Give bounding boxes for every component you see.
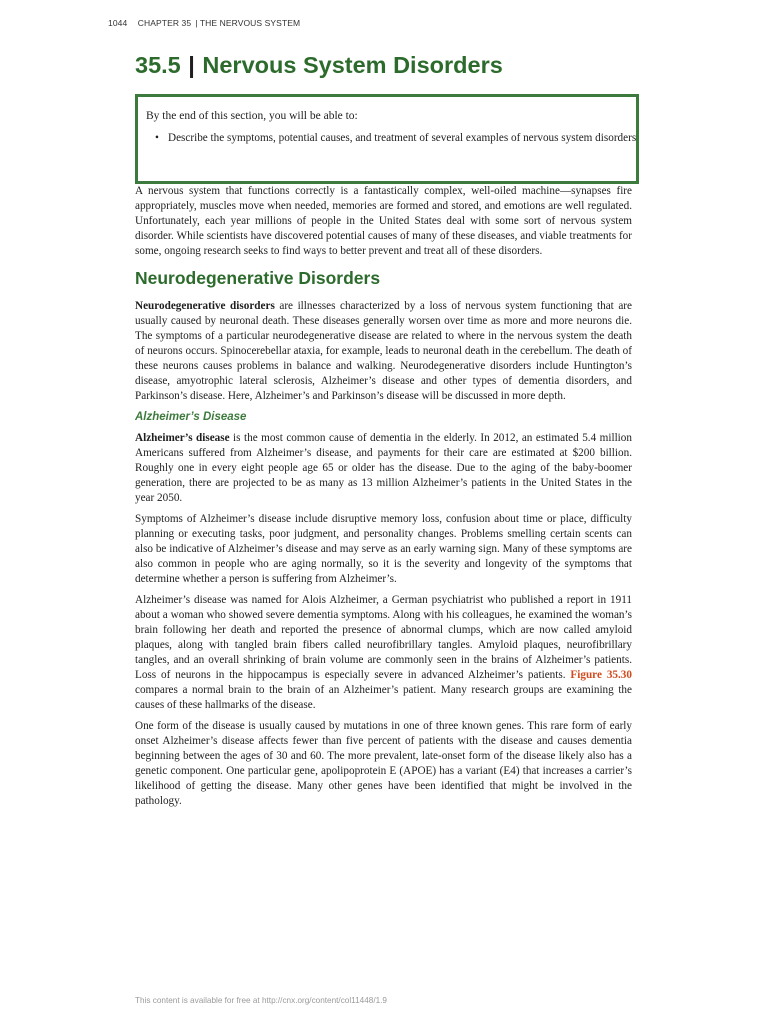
alzheimers-paragraph-1 [135,431,632,506]
running-header: 1044 CHAPTER 35 | THE NERVOUS SYSTEM [108,18,301,28]
objectives-intro: By the end of this section, you will be able to: [146,110,358,122]
alzheimers-paragraph-4: One form of the disease is usually caused by mutations in one of three known genes. This rare form of early onset Alzheimer’s disease affects fewer than five percent of patients with the disease and causes dementia beginning between the ages of 30 and 60. The more prevalent, late-onset form of the disease likely also has a genetic component. One particular gene, apolipoprotein E (APOE) has a variant (E4) that increases a carrier’s likelihood of getting the disease. Many other genes have been identified that might be involved in the pathology. [135,720,632,807]
footer-availability: This content is available for free at http://cnx.org/content/col11448/1.9 [135,996,387,1005]
alzheimers-p3-before: Alzheimer’s disease was named for Alois Alzheimer, a German psychiatrist who published a report in 1911 about a woman who showed severe dementia symptoms. Along with his colleagues, he examined the woman’s brain following her death and reported the presence of abnormal clumps, which are now called amyloid plaques, along with tangled brain fibers called neurofibrillary tangles. Amyloid plaques, neurofibrillary tangles, and an overall shrinking of brain volume are commonly seen in the brains of Alzheimer’s patients. Loss of neurons in the hippocampus is especially severe in advanced Alzheimer’s patients. [135,594,632,681]
objectives-list [146,131,636,146]
section-title-text: Nervous System Disorders [202,52,503,78]
neuro-paragraph [135,299,632,404]
section-title [135,52,503,79]
chapter-title: THE NERVOUS SYSTEM [199,18,301,28]
page-content [135,184,632,815]
section-number: 35.5 [135,52,181,78]
learning-objectives-box [135,94,639,184]
alzheimers-p3-after: compares a normal brain to the brain of an Alzheimer’s patient. Many research groups are examining the causes of these hallmarks of the disease. [135,684,632,711]
heading-alzheimers: Alzheimer’s Disease [135,411,247,423]
figure-link[interactable]: Figure 35.30 [570,669,632,681]
alzheimers-paragraph-2: Symptoms of Alzheimer’s disease include disruptive memory loss, confusion about time or place, difficulty planning or executing tasks, poor judgment, and personality changes. Problems smelling certain scents can also be indicative of Alzheimer’s disease and may serve as an early warning sign. Many of these symptoms are also common in people who are aging normally, so it is the severity and longevity of the symptoms that determine whether a person is suffering from Alzheimer’s. [135,513,632,585]
neuro-text: are illnesses characterized by a loss of nervous system functioning that are usually caused by neuronal death. These diseases generally worsen over time as more and more neurons die. The symptoms of a particular neurodegenerative disease are related to where in the nervous system the death of neurons occurs. Spinocerebellar ataxia, for example, leads to neuronal death in the cerebellum. The death of these neurons causes problems in balance and walking. Neurodegenerative disorders include Huntington’s disease, amyotrophic lateral sclerosis, Alzheimer’s disease and other types of dementia disorders, and Parkinson’s disease. Here, Alzheimer’s and Parkinson’s disease will be discussed in more depth. [135,300,632,402]
alzheimers-p1-text: is the most common cause of dementia in the elderly. In 2012, an estimated 5.4 million Americans suffered from Alzheimer’s disease, and payments for their care are estimated at $200 billion. Roughly one in every eight people age 65 or older has the disease. Due to the aging of the baby-boomer generation, there are projected to be as many as 13 million Alzheimer’s patients in the United States in the year 2050. [135,432,632,504]
alzheimers-paragraph-3 [135,593,632,713]
intro-paragraph: A nervous system that functions correctly is a fantastically complex, well-oiled machine—synapses fire appropriately, muscles move when needed, memories are formed and stored, and emotions are well regulated. Unfortunately, each year millions of people in the United States deal with some sort of nervous system disorder. While scientists have discovered potential causes of many of these diseases, and viable treatments for some, ongoing research seeks to find ways to better prevent and treat all of these disorders. [135,185,632,257]
neuro-term: Neurodegenerative disorders [135,300,275,312]
heading-neurodegenerative: Neurodegenerative Disorders [135,268,381,288]
objective-item: • Describe the symptoms, potential causes, and treatment of several examples of nervous system disorders [158,131,638,146]
title-separator: | [188,52,195,78]
page-number: 1044 [108,18,128,28]
chapter-label: CHAPTER 35 [137,18,192,28]
alzheimers-term: Alzheimer’s disease [135,432,230,444]
